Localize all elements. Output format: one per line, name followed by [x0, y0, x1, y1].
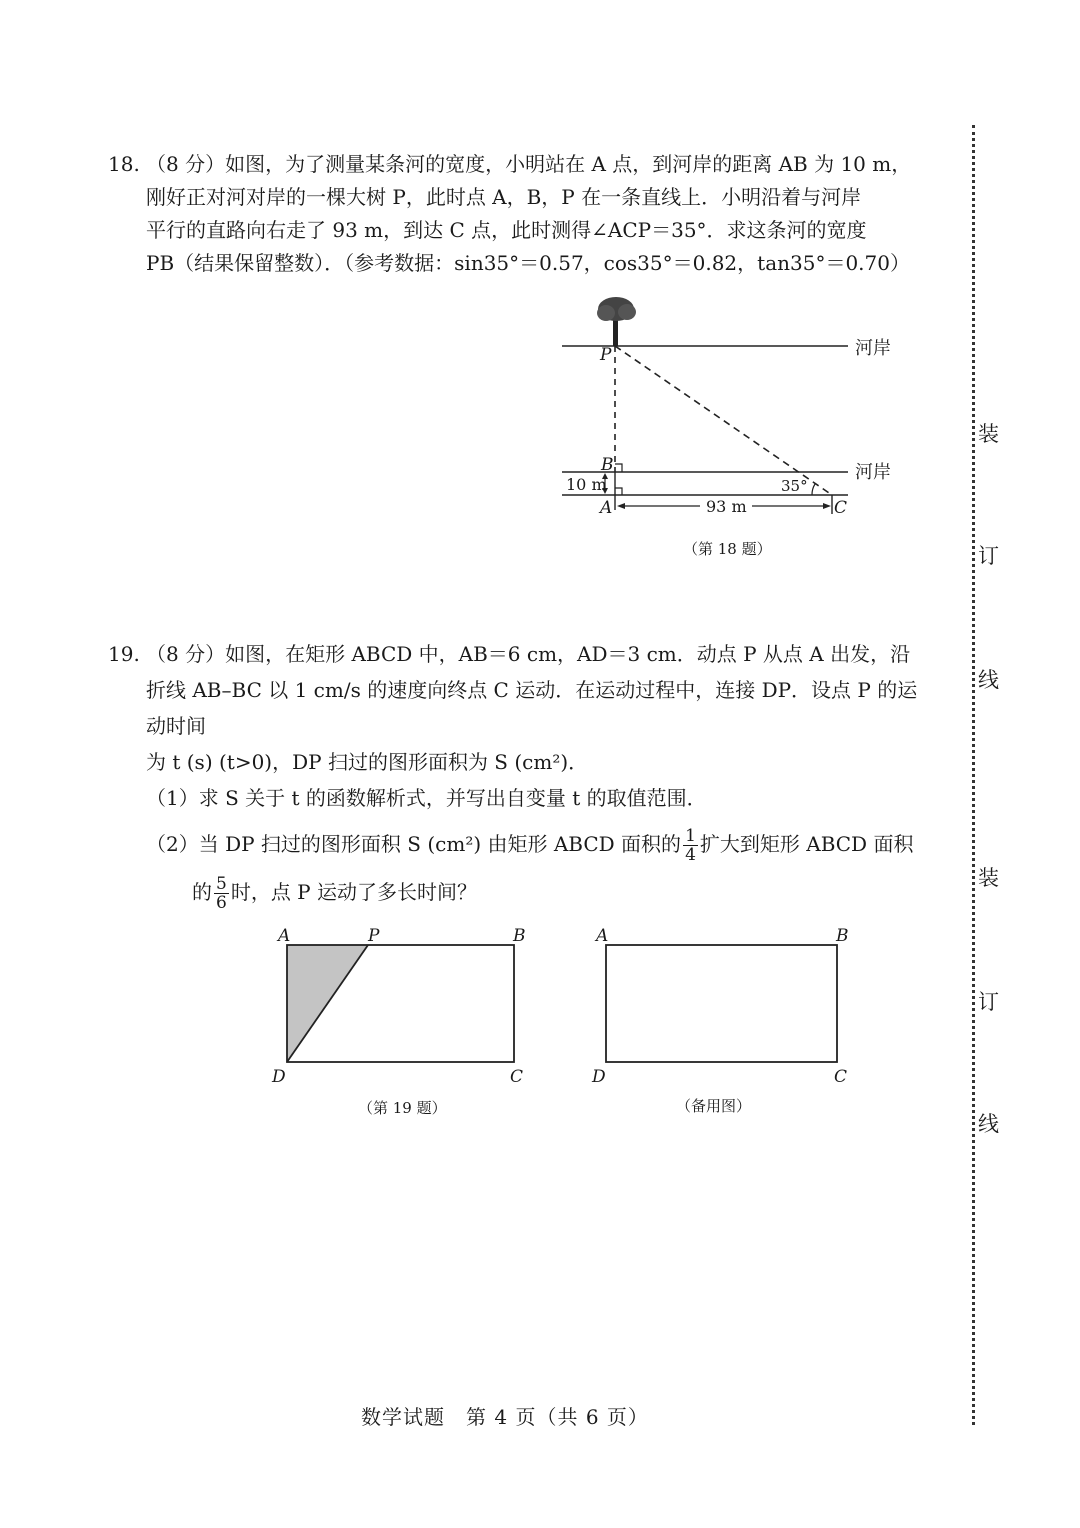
label-c: C [834, 498, 848, 518]
question-text: （2）当 DP 扫过的图形面积 S (cm²) 由矩形 ABCD 面积的 [146, 832, 682, 856]
binding-char: 订 [978, 544, 999, 568]
label-10m: 10 m [566, 475, 607, 494]
label-b: B [601, 455, 614, 475]
question-text: 的 [192, 880, 212, 904]
binding-char: 装 [978, 422, 999, 446]
sub-question-1: （1）求 S 关于 t 的函数解析式，并写出自变量 t 的取值范围． [146, 786, 707, 810]
label-d: D [592, 1067, 606, 1087]
binding-char: 订 [978, 990, 999, 1014]
fraction-quarter: $\frac{1}{4}$ [685, 826, 696, 865]
question-text: PB（结果保留整数）．（参考数据：sin35°＝0.57，cos35°＝0.82，tan35°＝0.70） [146, 251, 910, 275]
binding-char: 装 [978, 866, 999, 890]
label-bank-bottom: 河岸 [855, 462, 891, 483]
label-a: A [596, 926, 609, 946]
binding-char: 线 [978, 1112, 999, 1136]
question-number: 19. [108, 642, 140, 666]
binding-char: 线 [978, 668, 999, 692]
label-p: P [368, 926, 380, 946]
label-p: P [600, 345, 612, 365]
label-93m: 93 m [706, 497, 747, 516]
question-text: 折线 AB–BC 以 1 cm/s 的速度向终点 C 运动．在运动过程中，连接 DP．设点 P 的运动时间 [146, 678, 918, 738]
question-text: 时，点 P 运动了多长时间？ [230, 880, 477, 904]
label-b: B [513, 926, 526, 946]
label-c: C [834, 1067, 848, 1087]
question-text: 为 t (s) (t>0)，DP 扫过的图形面积为 S (cm²)． [146, 750, 589, 774]
label-a: A [600, 498, 613, 518]
label-c: C [510, 1067, 524, 1087]
page-footer: 数学试题 第 4 页（共 6 页） [361, 1405, 649, 1429]
label-a: A [278, 926, 291, 946]
question-text: 刚好正对河对岸的一棵大树 P，此时点 A，B，P 在一条直线上．小明沿着与河岸 [146, 185, 862, 209]
label-d: D [272, 1067, 286, 1087]
question-text: （8 分）如图，在矩形 ABCD 中，AB＝6 cm，AD＝3 cm．动点 P 从点 A 出发，沿 [146, 642, 911, 666]
question-text: 平行的直路向右走了 93 m，到达 C 点，此时测得∠ACP＝35°．求这条河的宽度 [146, 218, 867, 242]
question-number: 18. [108, 152, 140, 176]
figure-caption: （第 18 题） [683, 540, 772, 558]
label-bank-top: 河岸 [855, 338, 891, 359]
fraction-five-sixths: $\frac{5}{6}$ [216, 874, 227, 913]
label-b: B [836, 926, 849, 946]
question-text: （8 分）如图，为了测量某条河的宽度，小明站在 A 点，到河岸的距离 AB 为 10 m， [146, 152, 912, 176]
rectangle-abcd-spare [606, 945, 837, 1062]
label-angle: 35° [781, 477, 808, 495]
figure-caption: （第 19 题） [358, 1099, 447, 1117]
binding-dotted-line [972, 125, 975, 1425]
figure-caption: （备用图） [676, 1097, 752, 1115]
question-text: 扩大到矩形 ABCD 面积 [699, 832, 914, 856]
